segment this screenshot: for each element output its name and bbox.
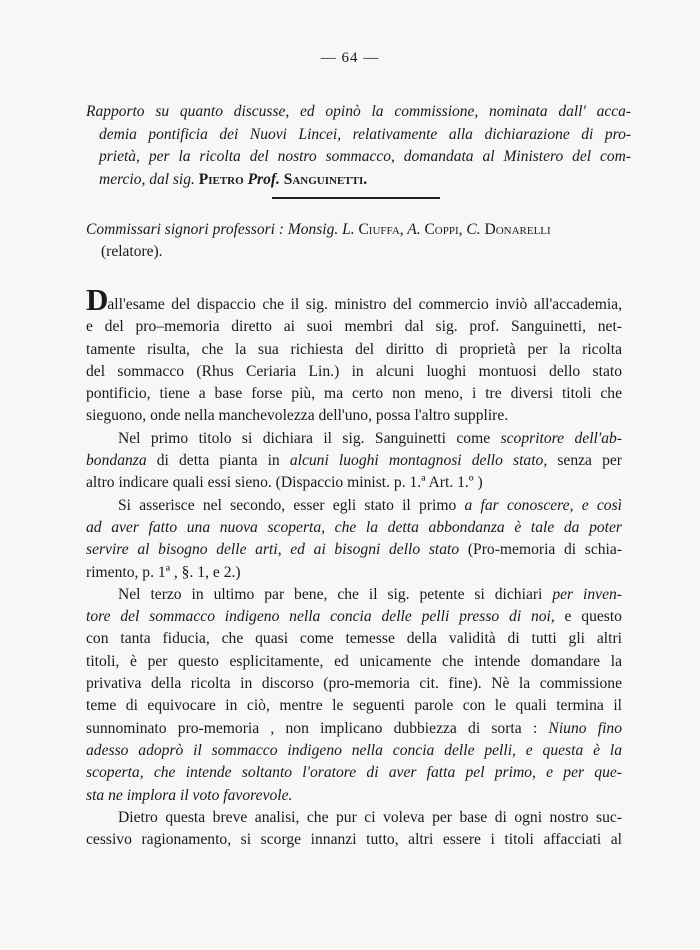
title-line xyxy=(86,146,631,169)
body-text xyxy=(86,282,623,851)
body-line xyxy=(86,584,622,606)
report-title xyxy=(86,101,631,191)
commissioner-name: Ciuffa, xyxy=(358,221,404,238)
commissioners-line xyxy=(86,219,631,241)
body-line xyxy=(86,651,622,673)
body-line xyxy=(86,718,622,740)
body-line xyxy=(86,316,622,338)
body-line xyxy=(86,282,622,317)
line-text: con tanta fiducia, che quasi come temesse della validità di tutti gli altri xyxy=(86,630,622,648)
drop-cap: D xyxy=(86,282,108,317)
commissioners xyxy=(86,219,631,263)
line-text: e del pro–memoria diretto ai suoi membri dal sig. prof. Sanguinetti, net- xyxy=(86,318,622,336)
line-text: Nel terzo in ultimo par bene, che il sig. petente si dichiari xyxy=(118,585,553,603)
title-line-text: demia pontificia dei Nuovi Lincei, relativamente alla dichiarazione di pro- xyxy=(99,125,631,143)
body-line xyxy=(86,829,622,851)
body-line xyxy=(86,762,622,784)
body-line xyxy=(86,517,622,539)
italic-text: Niuno fino xyxy=(548,719,623,737)
line-text: che xyxy=(143,764,186,782)
body-line xyxy=(86,695,622,717)
title-line-text: mercio, dal sig. xyxy=(99,170,195,188)
body-line xyxy=(86,339,622,361)
italic-text: adesso adoprò il sommacco indigeno nella concia delle pelli, e questa è la xyxy=(86,741,622,759)
body-line xyxy=(86,807,622,829)
line-text: tamente risulta, che la sua richiesta del diritto di proprietà per la ricolta xyxy=(86,340,622,358)
italic-text: scoperta, xyxy=(86,764,144,782)
title-line xyxy=(86,101,631,124)
line-text: (Pro-memoria di schia- xyxy=(459,541,622,559)
line-text: rimento, p. 1ª , §. 1, e 2.) xyxy=(86,563,241,581)
line-text: Si asserisce nel secondo, esser egli stato il primo xyxy=(118,496,465,514)
body-line xyxy=(86,785,622,807)
italic-text: alcuni luoghi montagnosi dello stato, xyxy=(289,452,548,470)
italic-text: bondanza xyxy=(86,452,147,470)
line-text: e questo xyxy=(554,608,622,626)
line-text: sunnominato pro-memoria , non implicano dubbiezza di sorta : xyxy=(86,719,549,737)
body-line xyxy=(86,539,622,561)
body-line xyxy=(86,495,622,517)
italic-text: per inven- xyxy=(552,585,622,603)
italic-text: tore del sommacco indigeno nella concia delle pelli presso di noi, xyxy=(86,608,555,626)
body-line xyxy=(86,405,622,427)
title-line xyxy=(86,169,631,192)
italic-text: ad aver fatto una nuova scoperta, che la detta abbondanza è tale da poter xyxy=(86,518,622,536)
line-text: cessivo ragionamento, si scorge innanzi tutto, altri essere i titoli affacciati al xyxy=(86,831,622,849)
title-line-text: Rapporto su quanto discusse, ed opinò la commissione, nominata dall' acca- xyxy=(86,103,631,120)
author-title: Prof. xyxy=(247,170,280,188)
body-line xyxy=(86,740,622,762)
author-first-name: Pietro xyxy=(198,170,244,188)
italic-text: a far conoscere, e così xyxy=(464,496,622,514)
line-text: senza per xyxy=(547,452,622,470)
section-divider xyxy=(272,197,440,199)
page-number: — 64 — xyxy=(320,50,380,66)
body-line xyxy=(86,606,622,628)
body-line xyxy=(86,628,622,650)
commissioner-initial: C. xyxy=(462,221,481,238)
line-text: all'esame del dispaccio che il sig. ministro del commercio inviò all'accademia, xyxy=(107,296,622,313)
italic-text: intende soltanto l'oratore di aver fatta pel primo, e per que- xyxy=(185,764,622,782)
line-text: titoli, è per questo esplicitamente, ed unicamente che intende domandare la xyxy=(86,652,622,670)
line-text: pontificio, tiene a base forse più, ma certo non meno, i tre diversi titoli che xyxy=(86,385,622,403)
body-line xyxy=(86,428,622,450)
line-text: Nel primo titolo si dichiara il sig. Sanguinetti come xyxy=(118,429,501,447)
commissioners-prefix: Commissari signori professori : Monsig. L. xyxy=(86,221,355,238)
line-text: privativa della ricolta in discorso (pro-memoria cit. fine). Nè la commissione xyxy=(86,675,622,693)
line-text: teme di equivocare in ciò, mentre le seguenti parole con le quali termina il xyxy=(86,697,622,715)
body-line xyxy=(86,673,622,695)
commissioner-initial: A. xyxy=(403,221,421,238)
line-text: di detta pianta in xyxy=(146,452,290,470)
commissioners-role: (relatore). xyxy=(101,243,163,260)
line-text: Dietro questa breve analisi, che pur ci voleva per base di ogni nostro suc- xyxy=(118,808,622,826)
line-text: del sommacco (Rhus Ceriaria Lin.) in alcuni luoghi montuosi dello stato xyxy=(86,362,622,380)
body-line xyxy=(86,383,622,405)
title-line-text: prietà, per la ricolta del nostro sommacco, domandata al Ministero del com- xyxy=(99,148,631,165)
italic-text: scopritore dell'ab- xyxy=(500,429,623,447)
body-line xyxy=(86,472,622,494)
italic-text: sta ne implora il voto favorevole. xyxy=(86,786,293,804)
body-line xyxy=(86,450,622,472)
line-text: altro indicare quali essi sieno. (Dispaccio minist. p. 1.ª Art. 1.º ) xyxy=(86,474,483,492)
commissioner-name: Donarelli xyxy=(484,221,551,238)
title-line xyxy=(86,124,631,147)
author-last-name: Sanguinetti. xyxy=(283,170,368,188)
body-line xyxy=(86,562,622,584)
italic-text: servire al bisogno delle arti, ed ai bisogni dello stato xyxy=(86,541,460,559)
line-text: sieguono, onde nella manchevolezza dell'uno, possa l'altro supplire. xyxy=(86,407,509,425)
commissioner-name: Coppi, xyxy=(424,221,463,238)
body-line xyxy=(86,361,622,383)
